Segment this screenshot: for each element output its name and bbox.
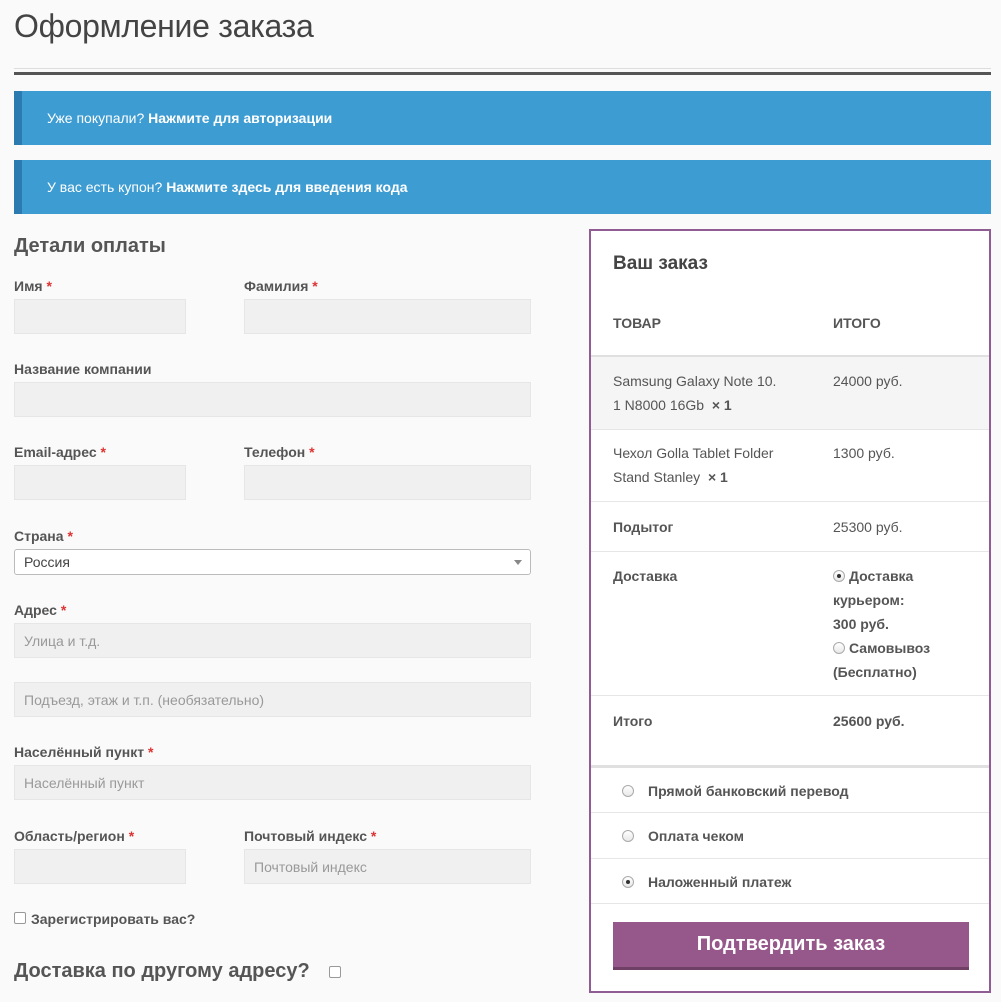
company-input[interactable] xyxy=(14,382,531,417)
coupon-link[interactable]: Нажмите здесь для введения кода xyxy=(166,179,408,195)
col-product-header: ТОВАР xyxy=(613,315,661,331)
billing-title: Детали оплаты xyxy=(14,235,166,257)
item-name: Чехол Golla Tablet Folder Stand Stanley × 1 xyxy=(613,445,774,485)
row-divider xyxy=(591,501,989,502)
first-name-input[interactable] xyxy=(14,299,186,334)
page-title: Оформление заказа xyxy=(14,8,314,44)
city-input[interactable]: Населённый пункт xyxy=(14,765,531,800)
payment-radio[interactable] xyxy=(622,830,634,842)
item-name: Samsung Galaxy Note 10. 1 N8000 16Gb × 1 xyxy=(613,373,777,413)
order-review xyxy=(589,229,991,993)
company-label: Название компании xyxy=(14,361,152,377)
col-total-header: ИТОГО xyxy=(833,315,881,331)
postcode-input[interactable]: Почтовый индекс xyxy=(244,849,531,884)
coupon-notice-text: У вас есть купон? xyxy=(47,179,163,195)
item-total: 24000 руб. xyxy=(833,373,903,389)
payment-method-bank[interactable]: Прямой банковский перевод xyxy=(591,768,989,813)
row-divider xyxy=(591,551,989,552)
row-divider xyxy=(591,695,989,696)
shipping-pickup-radio[interactable] xyxy=(833,642,845,654)
row-divider xyxy=(591,429,989,430)
ship-different-title: Доставка по другому адресу? xyxy=(14,960,310,982)
login-notice-text: Уже покупали? xyxy=(47,110,145,126)
ship-different-checkbox[interactable] xyxy=(329,966,341,978)
chevron-down-icon xyxy=(514,560,522,565)
login-notice xyxy=(14,91,991,145)
order-title: Ваш заказ xyxy=(613,253,708,274)
title-divider xyxy=(14,68,991,69)
payment-radio[interactable] xyxy=(622,876,634,888)
confirm-order-button[interactable]: Подтвердить заказ xyxy=(613,922,969,970)
address-label: Адрес * xyxy=(14,602,67,618)
address-line2-input[interactable]: Подъезд, этаж и т.п. (необязательно) xyxy=(14,682,531,717)
subtotal-value: 25300 руб. xyxy=(833,519,903,535)
last-name-input[interactable] xyxy=(244,299,531,334)
first-name-label: Имя * xyxy=(14,278,52,294)
address-line1-input[interactable]: Улица и т.д. xyxy=(14,623,531,658)
coupon-notice xyxy=(14,160,991,214)
last-name-label: Фамилия * xyxy=(244,278,318,294)
subtotal-label: Подытог xyxy=(613,519,674,535)
country-label: Страна * xyxy=(14,528,73,544)
phone-label: Телефон * xyxy=(244,444,315,460)
total-value: 25600 руб. xyxy=(833,713,905,729)
country-value: Россия xyxy=(24,554,70,570)
phone-input[interactable] xyxy=(244,465,531,500)
country-select[interactable] xyxy=(14,549,531,575)
region-input[interactable] xyxy=(14,849,186,884)
register-checkbox[interactable] xyxy=(14,912,26,924)
postcode-label: Почтовый индекс * xyxy=(244,828,377,844)
payment-method-cod[interactable]: Наложенный платеж xyxy=(591,859,989,904)
shipping-courier-radio[interactable] xyxy=(833,570,845,582)
email-label: Email-адрес * xyxy=(14,444,106,460)
payment-method-cheque[interactable]: Оплата чеком xyxy=(591,813,989,858)
email-input[interactable] xyxy=(14,465,186,500)
item-total: 1300 руб. xyxy=(833,445,895,461)
register-label: Зарегистрировать вас? xyxy=(31,911,196,927)
payment-radio[interactable] xyxy=(622,785,634,797)
title-divider-thick xyxy=(14,72,991,75)
city-label: Населённый пункт * xyxy=(14,744,154,760)
shipping-options: Доставка курьером: 300 руб. Самовывоз (Бесплатно) xyxy=(833,568,931,680)
login-link[interactable]: Нажмите для авторизации xyxy=(148,110,333,126)
total-label: Итого xyxy=(613,713,653,729)
region-label: Область/регион * xyxy=(14,828,135,844)
row-divider xyxy=(591,903,989,904)
shipping-label: Доставка xyxy=(613,568,678,584)
